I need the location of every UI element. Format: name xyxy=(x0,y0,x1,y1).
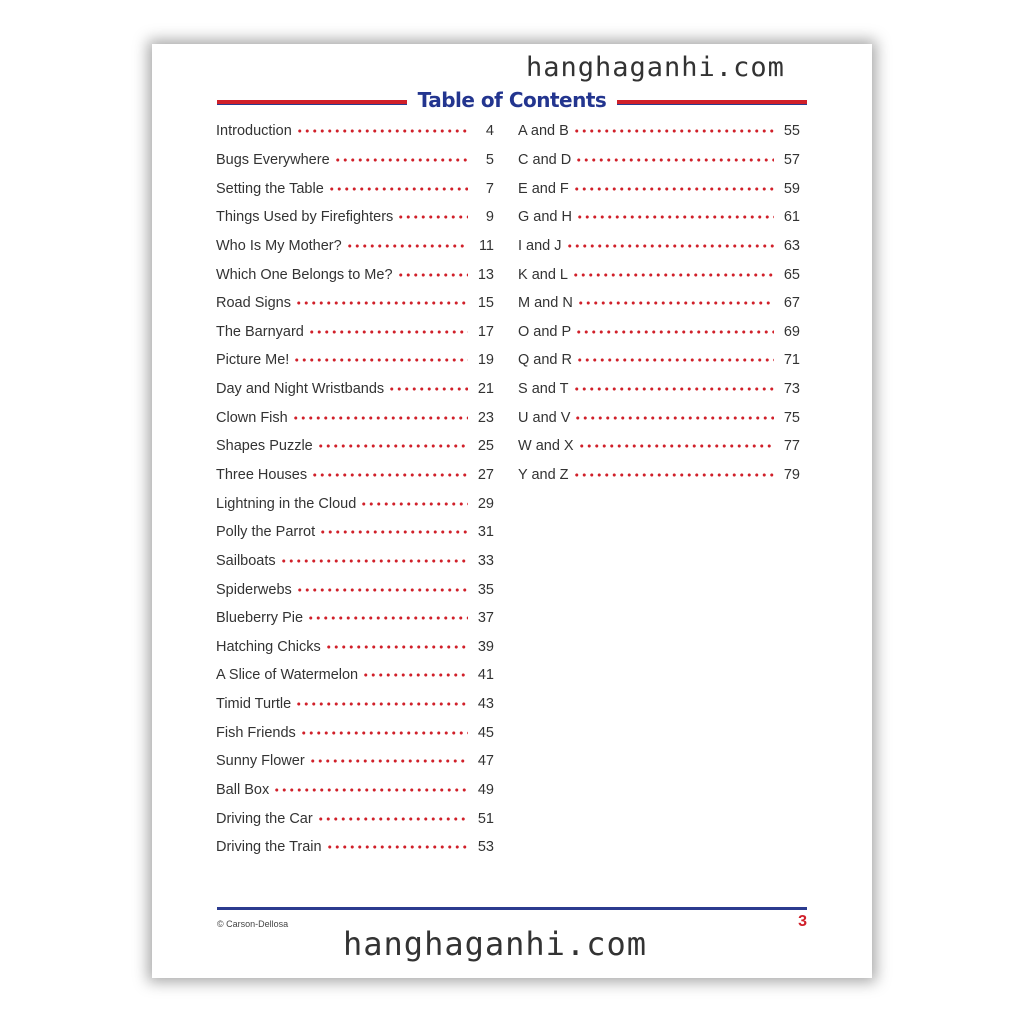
toc-entry-page: 25 xyxy=(477,438,494,455)
toc-entry xyxy=(216,661,494,690)
title-rule-left xyxy=(217,100,407,105)
toc-entry-page: 45 xyxy=(477,724,494,741)
toc-entry-page: 55 xyxy=(783,123,800,140)
dot-leader xyxy=(295,702,468,706)
toc-entry-title: Day and Night Wristbands xyxy=(216,381,385,398)
toc-entry-title: A Slice of Watermelon xyxy=(216,667,359,684)
toc-entry-page: 9 xyxy=(485,209,494,226)
dot-leader xyxy=(346,244,468,248)
toc-entry xyxy=(216,747,494,776)
dot-leader xyxy=(325,645,468,649)
toc-entry xyxy=(518,174,800,203)
toc-entry-title: S and T xyxy=(518,381,569,398)
toc-entry-title: M and N xyxy=(518,295,573,312)
page-number: 3 xyxy=(798,913,807,930)
toc-entry-title: Driving the Car xyxy=(216,810,313,827)
dot-leader xyxy=(334,158,468,162)
dot-leader xyxy=(317,444,468,448)
toc-entry-title: I and J xyxy=(518,237,562,254)
toc-entry xyxy=(216,633,494,662)
dot-leader xyxy=(577,301,774,305)
title-rule-right xyxy=(617,100,807,105)
toc-entry-title: Bugs Everywhere xyxy=(216,151,330,168)
dot-leader xyxy=(574,416,774,420)
toc-entry-title: C and D xyxy=(518,151,572,168)
toc-entry xyxy=(216,203,494,232)
toc-entry-page: 67 xyxy=(783,295,800,312)
toc-entry-page: 29 xyxy=(477,495,494,512)
toc-entry xyxy=(518,461,800,490)
toc-entry xyxy=(216,776,494,805)
dot-leader xyxy=(572,273,774,277)
toc-entry xyxy=(216,489,494,518)
dot-leader xyxy=(293,358,468,362)
toc-entry-page: 7 xyxy=(485,180,494,197)
toc-entry xyxy=(216,804,494,833)
toc-entry xyxy=(216,461,494,490)
toc-entry xyxy=(518,403,800,432)
toc-entry-page: 69 xyxy=(783,323,800,340)
toc-entry-title: Q and R xyxy=(518,352,572,369)
toc-entry-page: 15 xyxy=(477,295,494,312)
dot-leader xyxy=(296,129,468,133)
toc-entry-title: Which One Belongs to Me? xyxy=(216,266,393,283)
toc-entry xyxy=(216,117,494,146)
toc-entry-page: 43 xyxy=(477,696,494,713)
toc-entry-title: Who Is My Mother? xyxy=(216,237,342,254)
toc-entry xyxy=(518,260,800,289)
toc-entry-title: K and L xyxy=(518,266,568,283)
toc-entry xyxy=(518,232,800,261)
dot-leader xyxy=(311,473,468,477)
dot-leader xyxy=(308,330,468,334)
dot-leader xyxy=(388,387,468,391)
toc-entry-page: 39 xyxy=(477,638,494,655)
toc-entry-title: Shapes Puzzle xyxy=(216,438,313,455)
toc-entry-page: 47 xyxy=(477,753,494,770)
toc-entry xyxy=(518,117,800,146)
toc-entry-title: Ball Box xyxy=(216,782,270,799)
toc-entry-title: Clown Fish xyxy=(216,409,288,426)
dot-leader xyxy=(307,616,468,620)
dot-leader xyxy=(317,817,468,821)
toc-entry-title: Polly the Parrot xyxy=(216,524,316,541)
dot-leader xyxy=(280,559,468,563)
dot-leader xyxy=(296,588,468,592)
toc-entry-title: Sunny Flower xyxy=(216,753,305,770)
toc-entry-title: Lightning in the Cloud xyxy=(216,495,357,512)
toc-entry xyxy=(216,232,494,261)
dot-leader xyxy=(362,673,468,677)
toc-entry-title: Blueberry Pie xyxy=(216,610,304,627)
toc-entry-page: 13 xyxy=(477,266,494,283)
toc-entry-page: 77 xyxy=(783,438,800,455)
toc-entry-title: Sailboats xyxy=(216,552,276,569)
toc-entry-title: Hatching Chicks xyxy=(216,638,321,655)
toc-entry-page: 53 xyxy=(477,839,494,856)
toc-entry-page: 49 xyxy=(477,782,494,799)
toc-entry-page: 61 xyxy=(783,209,800,226)
toc-entry xyxy=(216,604,494,633)
toc-entry-page: 63 xyxy=(783,237,800,254)
toc-column-right xyxy=(518,117,800,489)
toc-entry xyxy=(216,690,494,719)
toc-header xyxy=(217,88,807,114)
toc-entry-title: Picture Me! xyxy=(216,352,290,369)
dot-leader xyxy=(573,473,774,477)
copyright-text: © Carson-Dellosa xyxy=(217,919,289,929)
toc-entry xyxy=(216,575,494,604)
toc-column-left xyxy=(216,117,494,862)
dot-leader xyxy=(578,444,774,448)
toc-entry xyxy=(216,547,494,576)
dot-leader xyxy=(360,502,468,506)
watermark-top: hanghaganhi.com xyxy=(526,52,785,83)
toc-entry-page: 33 xyxy=(477,552,494,569)
dot-leader xyxy=(573,387,774,391)
toc-entry-page: 11 xyxy=(478,237,494,254)
dot-leader xyxy=(273,788,468,792)
dot-leader xyxy=(300,731,468,735)
dot-leader xyxy=(326,845,468,849)
toc-entry-page: 37 xyxy=(477,610,494,627)
dot-leader xyxy=(573,187,774,191)
toc-entry xyxy=(518,289,800,318)
toc-entry-page: 79 xyxy=(783,467,800,483)
dot-leader xyxy=(309,759,468,763)
toc-entry-title: Road Signs xyxy=(216,295,291,312)
dot-leader xyxy=(575,330,774,334)
toc-entry-title: Driving the Train xyxy=(216,839,322,856)
toc-entry-page: 23 xyxy=(477,409,494,426)
toc-entry-page: 57 xyxy=(783,151,800,168)
toc-entry xyxy=(216,518,494,547)
toc-entry xyxy=(216,432,494,461)
toc-entry xyxy=(216,346,494,375)
dot-leader xyxy=(397,273,468,277)
toc-entry-title: Setting the Table xyxy=(216,180,324,197)
dot-leader xyxy=(576,215,774,219)
page-title: Table of Contents xyxy=(417,88,607,112)
toc-entry-page: 5 xyxy=(485,151,494,168)
dot-leader xyxy=(319,530,468,534)
toc-entry-page: 71 xyxy=(783,352,800,369)
toc-entry-page: 17 xyxy=(477,323,494,340)
footer-rule xyxy=(217,907,807,910)
watermark-bottom: hanghaganhi.com xyxy=(343,925,647,963)
toc-entry-page: 65 xyxy=(783,266,800,283)
toc-entry xyxy=(518,346,800,375)
toc-entry xyxy=(216,260,494,289)
toc-entry-title: E and F xyxy=(518,180,569,197)
toc-entry-title: Timid Turtle xyxy=(216,696,292,713)
toc-entry xyxy=(518,317,800,346)
toc-entry xyxy=(216,718,494,747)
dot-leader xyxy=(573,129,774,133)
toc-entry-page: 35 xyxy=(477,581,494,598)
toc-entry xyxy=(216,317,494,346)
dot-leader xyxy=(576,358,774,362)
toc-entry-title: A and B xyxy=(518,123,569,140)
toc-entry xyxy=(518,146,800,175)
toc-entry xyxy=(216,174,494,203)
dot-leader xyxy=(575,158,774,162)
toc-entry-title: Three Houses xyxy=(216,467,308,483)
toc-entry-page: 59 xyxy=(783,180,800,197)
toc-entry-page: 31 xyxy=(477,524,494,541)
toc-entry xyxy=(216,375,494,404)
toc-entry-title: G and H xyxy=(518,209,572,226)
toc-entry-title: The Barnyard xyxy=(216,323,304,340)
toc-entry xyxy=(518,375,800,404)
toc-entry xyxy=(216,146,494,175)
toc-entry xyxy=(216,403,494,432)
dot-leader xyxy=(566,244,774,248)
toc-entry xyxy=(216,289,494,318)
toc-entry-title: Things Used by Firefighters xyxy=(216,209,394,226)
toc-entry-title: Spiderwebs xyxy=(216,581,292,598)
toc-entry xyxy=(216,833,494,862)
toc-entry-page: 4 xyxy=(485,123,494,140)
toc-entry-page: 41 xyxy=(477,667,494,684)
dot-leader xyxy=(292,416,468,420)
toc-entry-page: 51 xyxy=(477,810,494,827)
toc-entry-page: 19 xyxy=(477,352,494,369)
toc-entry-page: 75 xyxy=(783,409,800,426)
toc-entry-page: 73 xyxy=(783,381,800,398)
toc-entry-title: Y and Z xyxy=(518,467,569,483)
toc-entry-title: O and P xyxy=(518,323,572,340)
toc-entry-title: Introduction xyxy=(216,123,292,140)
toc-entry xyxy=(518,432,800,461)
toc-entry-title: W and X xyxy=(518,438,574,455)
dot-leader xyxy=(295,301,468,305)
toc-entry-title: U and V xyxy=(518,409,571,426)
toc-entry xyxy=(518,203,800,232)
toc-entry-title: Fish Friends xyxy=(216,724,296,741)
toc-entry-page: 27 xyxy=(477,467,494,483)
dot-leader xyxy=(328,187,468,191)
toc-entry-page: 21 xyxy=(477,381,494,398)
dot-leader xyxy=(397,215,468,219)
